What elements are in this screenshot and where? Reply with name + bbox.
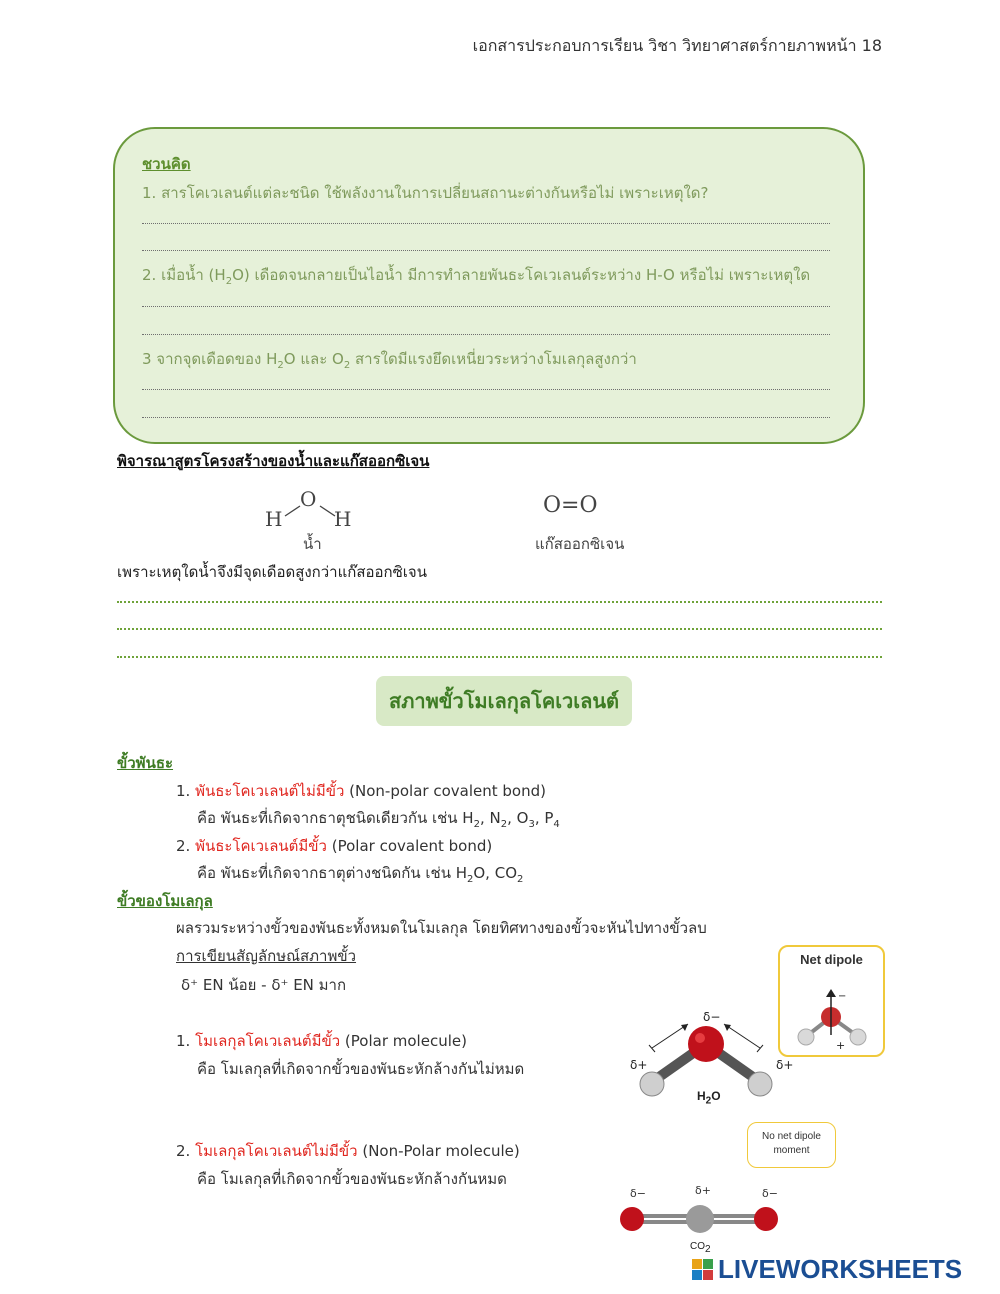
bond-polarity-title: ขั้วพันธะ — [117, 754, 174, 772]
liveworksheets-logo-icon — [692, 1259, 714, 1281]
answer-line[interactable] — [117, 601, 882, 603]
molecule-item-1: 1. โมเลกุลโคเวเลนต์มีขั้ว (Polar molecule) — [176, 1032, 467, 1050]
water-delta-plus-left: δ+ — [630, 1058, 648, 1072]
symbol-line: δ⁺ EN น้อย - δ⁺ EN มาก — [181, 976, 347, 994]
answer-line[interactable] — [117, 656, 882, 658]
net-dipole-title: Net dipole — [800, 952, 863, 967]
answer-line[interactable] — [142, 250, 830, 251]
oxygen-label: แก๊สออกซิเจน — [535, 535, 625, 553]
water-delta-minus: δ− — [703, 1010, 721, 1024]
co2-delta-plus: δ+ — [695, 1184, 711, 1197]
no-net-dipole-text: No net dipole moment — [762, 1131, 821, 1156]
structure-title: พิจารณาสูตรโครงสร้างของน้ำและแก๊สออกซิเจน — [117, 452, 430, 470]
page-header: เอกสารประกอบการเรียน วิชา วิทยาศาสตร์กายภาพหน้า 18 — [472, 36, 882, 55]
svg-text:−: − — [838, 991, 847, 1002]
answer-line[interactable] — [142, 306, 830, 307]
bond-item-2: 2. พันธะโคเวเลนต์มีขั้ว (Polar covalent bond) — [176, 837, 493, 855]
molecule-item-1-desc: คือ โมเลกุลที่เกิดจากขั้วของพันธะหักล้างกันไม่หมด — [197, 1060, 525, 1078]
question-2: 2. เมื่อน้ำ $(H_2O)$ เดือดจนกลายเป็นไอน้ำ มีการทำลายพันธะโคเวเลนต์ระหว่าง H-O หรือไม่ เพราะเหตุใด — [142, 266, 811, 287]
structure-question: เพราะเหตุใดน้ำจึงมีจุดเดือดสูงกว่าแก๊สออกซิเจน — [117, 563, 427, 581]
oxygen-formula: O=O — [543, 493, 598, 518]
svg-text:+: + — [836, 1039, 846, 1051]
co2-diagram — [612, 1196, 792, 1244]
water-delta-plus-right: δ+ — [776, 1058, 794, 1072]
net-dipole-molecule-icon — [790, 987, 874, 1051]
molecule-polarity-desc: ผลรวมระหว่างขั้วของพันธะทั้งหมดในโมเลกุล โดยทิศทางของขั้วจะหันไปทางขั้วลบ — [176, 919, 707, 937]
answer-line[interactable] — [142, 223, 830, 224]
answer-line[interactable] — [117, 628, 882, 630]
brand-text[interactable]: LIVEWORKSHEETS — [718, 1254, 963, 1284]
molecule-item-2: 2. โมเลกุลโคเวเลนต์ไม่มีขั้ว (Non-Polar molecule) — [176, 1142, 520, 1160]
molecule-item-2-desc: คือ โมเลกุลที่เกิดจากขั้วของพันธะหักล้างกันหมด — [197, 1170, 507, 1188]
water-hydrogen-right: H — [334, 507, 352, 531]
answer-line[interactable] — [142, 334, 830, 335]
bond-item-1-desc: คือ พันธะที่เกิดจากธาตุชนิดเดียวกัน เช่น $H_2$, $N_2$, $O_3$, $P_4$ — [197, 809, 560, 830]
bond-item-2-desc: คือ พันธะที่เกิดจากธาตุต่างชนิดกัน เช่น $H_2O$, $CO_2$ — [197, 864, 524, 885]
co2-delta-minus-left: δ− — [630, 1187, 646, 1200]
bond-item-1: 1. พันธะโคเวเลนต์ไม่มีขั้ว (Non-polar covalent bond) — [176, 782, 546, 800]
water-formula-label: $H_2O$ — [697, 1089, 721, 1107]
water-oxygen: O — [300, 487, 317, 511]
section-banner: สภาพขั้วโมเลกุลโคเวเลนต์ — [376, 676, 632, 726]
symbol-heading: การเขียนสัญลักษณ์สภาพขั้ว — [176, 947, 357, 965]
water-label: น้ำ — [303, 535, 322, 553]
answer-line[interactable] — [142, 389, 830, 390]
water-bonds — [280, 500, 340, 520]
co2-delta-minus-right: δ− — [762, 1187, 778, 1200]
no-net-dipole-card — [747, 1122, 836, 1168]
water-hydrogen-left: H — [265, 507, 283, 531]
question-1: 1. สารโคเวเลนต์แต่ละชนิด ใช้พลังงานในการเปลี่ยนสถานะต่างกันหรือไม่ เพราะเหตุใด? — [142, 184, 709, 202]
question-3: 3 จากจุดเดือดของ $H_2O$ และ $O_2$ สารใดมีแรงยึดเหนี่ยวระหว่างโมเลกุลสูงกว่า — [142, 350, 637, 371]
co2-formula-label: $CO_2$ — [690, 1241, 711, 1255]
think-title: ชวนคิด — [142, 155, 191, 173]
answer-line[interactable] — [142, 417, 830, 418]
molecule-polarity-title: ขั้วของโมเลกุล — [117, 892, 213, 910]
